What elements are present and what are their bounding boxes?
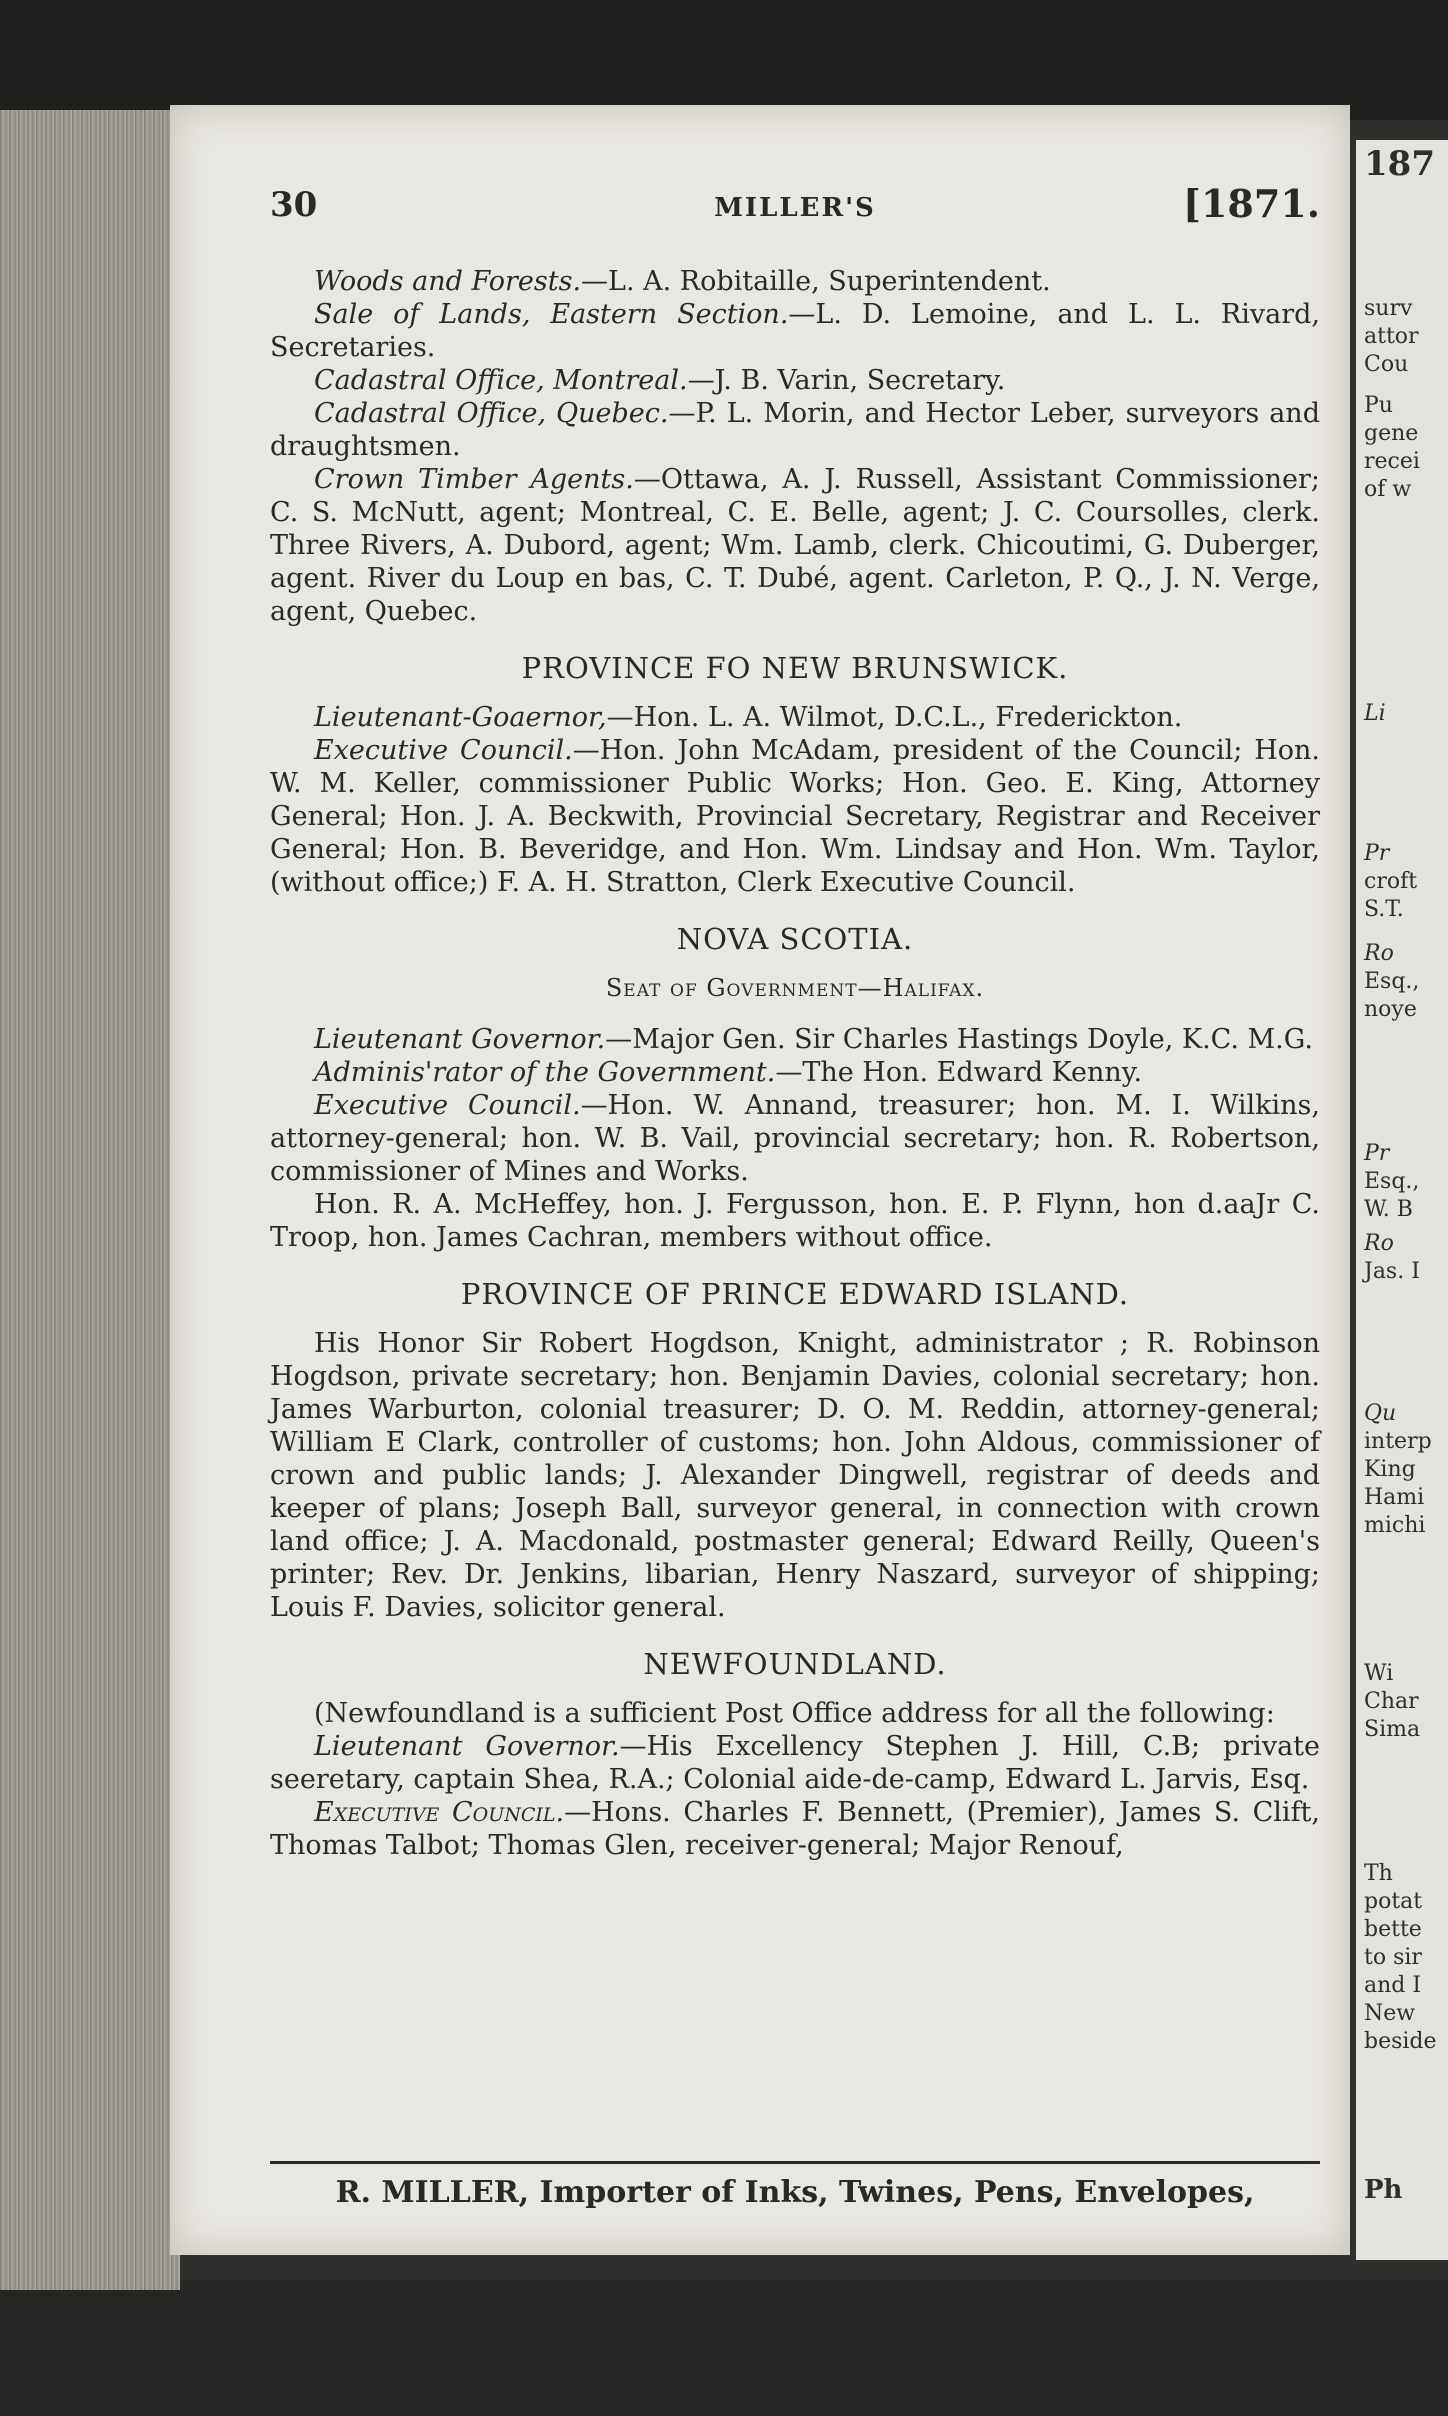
paragraph-text: Hon. R. A. McHeffey, hon. J. Fergusson, hon. E. P. Flynn, hon d.aaJr C. Troop, hon. James Cachran, members without office. <box>270 1189 1320 1253</box>
paragraph-text: —Ottawa, A. J. Russell, Assistant Commissioner; C. S. McNutt, agent; Montreal, C. E. Belle, agent; J. C. Coursolles, clerk. Three Rivers, A. Dubord, agent; Wm. Lamb, clerk. Chicoutimi, G. Duberger, agent. River du Loup en bas, C. T. Dubé, agent. Carleton, P. Q., J. N. Verge, agent, Quebec. <box>270 464 1320 627</box>
adjacent-fragment: Pr <box>1364 841 1390 866</box>
adjacent-fragment: Ph <box>1364 2175 1403 2205</box>
paragraph-lead: Executive Council. <box>314 1090 581 1121</box>
adjacent-fragment: Pu <box>1364 393 1393 418</box>
adjacent-fragment: potat <box>1364 1889 1423 1914</box>
paragraph-text: —Hon. L. A. Wilmot, D.C.L., Frederickton. <box>606 702 1183 733</box>
paragraph: His Honor Sir Robert Hogdson, Knight, administrator ; R. Robinson Hogdson, private secretary; hon. Benjamin Davies, colonial secretary; hon. James Warburton, colonial treasurer; D. O. M. Reddin, attorney-general; William E Clark, controller of customs; hon. John Aldous, commissioner of crown and public lands; J. Alexander Dingwell, registrar of deeds and keeper of plans; Joseph Ball, surveyor general, in connection with crown land office; J. A. Macdonald, postmaster general; Edward Reilly, Queen's printer; Rev. Dr. Jenkins, libarian, Henry Naszard, surveyor of shipping; Louis F. Davies, solicitor general. <box>270 1328 1320 1623</box>
paragraph-lead: Lieutenant-Goaernor, <box>314 702 607 733</box>
footer-rule <box>270 2161 1320 2164</box>
photo-backdrop-top <box>0 0 1448 120</box>
paragraph <box>270 701 1320 734</box>
adjacent-fragment: attor <box>1364 324 1419 349</box>
adjacent-fragment: Qu <box>1364 1401 1397 1426</box>
paragraph <box>270 298 1320 364</box>
page-number: 30 <box>270 185 318 225</box>
section-heading-nova-scotia: NOVA SCOTIA. <box>676 922 914 956</box>
paragraph <box>270 1056 1320 1089</box>
adjacent-fragment: to sir <box>1364 1945 1422 1970</box>
paragraph <box>270 1796 1320 1862</box>
section-subheading: Seat of Government—Halifax. <box>605 974 985 1002</box>
paragraph-lead: Crown Timber Agents. <box>314 464 634 495</box>
paragraph-text: —L. D. Lemoine, and L. L. Rivard, Secretaries. <box>270 299 1320 363</box>
adjacent-fragment: recei <box>1364 449 1420 474</box>
adjacent-fragment: of w <box>1364 477 1412 502</box>
paragraph <box>270 1730 1320 1796</box>
header-year: [1871. <box>1183 181 1320 226</box>
paragraph-lead: Lieutenant Governor. <box>314 1731 620 1762</box>
adjacent-fragment: gene <box>1364 421 1419 446</box>
adjacent-fragment: beside <box>1364 2029 1437 2054</box>
adjacent-fragment: King <box>1364 1457 1416 1482</box>
paragraph-lead: Cadastral Office, Quebec. <box>314 398 669 429</box>
page-header <box>270 175 1320 235</box>
paragraph-text: —His Excellency Stephen J. Hill, C.B; private seeretary, captain Shea, R.A.; Colonial aide-de-camp, Edward L. Jarvis, Esq. <box>270 1731 1321 1795</box>
book-page-edges <box>0 110 180 2290</box>
adjacent-fragment: Li <box>1364 701 1386 726</box>
paragraph-text: —Hon. W. Annand, treasurer; hon. M. I. Wilkins, attorney-general; hon. W. B. Vail, provincial secretary; hon. R. Robertson, commissioner of Mines and Works. <box>270 1090 1320 1187</box>
paragraph <box>270 463 1320 628</box>
adjacent-fragment: Cou <box>1364 352 1409 377</box>
paragraph-text: —Hon. John McAdam, president of the Council; Hon. W. M. Keller, commissioner Public Works; Hon. Geo. E. King, Attorney General; Hon. J. A. Beckwith, Provincial Secretary, Registrar and Receiver General; Hon. B. Beveridge, and Hon. Wm. Lindsay and Hon. Wm. Taylor, (without office;) F. A. H. Stratton, Clerk Executive Council. <box>270 735 1320 898</box>
adjacent-fragment: Esq., <box>1364 969 1420 994</box>
adjacent-fragment: surv <box>1364 296 1413 321</box>
adjacent-fragment: S.T. <box>1364 897 1404 922</box>
photo-backdrop-bottom <box>0 2280 1448 2416</box>
paragraph-text: —Major Gen. Sir Charles Hastings Doyle, K.C. M.G. <box>605 1024 1313 1055</box>
paragraph-lead: Woods and Forests. <box>314 266 582 297</box>
paragraph-text: —L. A. Robitaille, Superintendent. <box>581 266 1051 297</box>
running-title: MILLER'S <box>714 193 876 223</box>
adjacent-fragment: and I <box>1364 1973 1422 1998</box>
paragraph <box>270 364 1320 397</box>
adjacent-fragment: croft <box>1364 869 1418 894</box>
paragraph-text: —Hons. Charles F. Bennett, (Premier), James S. Clift, Thomas Talbot; Thomas Glen, receiver-general; Major Renouf, <box>270 1797 1320 1861</box>
adjacent-fragment: Ro <box>1364 941 1394 966</box>
paragraph-note: (Newfoundland is a sufficient Post Office address for all the following: <box>314 1698 1275 1729</box>
document-page <box>170 105 1350 2255</box>
section-heading-newfoundland: NEWFOUNDLAND. <box>643 1647 947 1681</box>
adjacent-fragment: Ro <box>1364 1231 1394 1256</box>
paragraph <box>270 265 1320 298</box>
paragraph-lead: Adminis'rator of the Government. <box>314 1057 776 1088</box>
adjacent-fragment: Wi <box>1364 1661 1394 1686</box>
paragraph-lead: Lieutenant Governor. <box>314 1024 606 1055</box>
adjacent-fragment: Hami <box>1364 1485 1425 1510</box>
paragraph-text: —The Hon. Edward Kenny. <box>775 1057 1143 1088</box>
paragraph <box>270 1188 1320 1254</box>
paragraph <box>270 734 1320 899</box>
paragraph <box>270 1089 1320 1188</box>
section-heading-pei: PROVINCE OF PRINCE EDWARD ISLAND. <box>460 1277 1130 1311</box>
adjacent-fragment: noye <box>1364 997 1417 1022</box>
adjacent-fragment: Pr <box>1364 1141 1390 1166</box>
page-body <box>270 265 1320 1862</box>
adjacent-fragment: New <box>1364 2001 1416 2026</box>
adjacent-fragment: W. B <box>1364 1197 1413 1222</box>
adjacent-fragment: 187 <box>1364 144 1435 184</box>
paragraph-text: —P. L. Morin, and Hector Leber, surveyors and draughtsmen. <box>270 398 1320 462</box>
paragraph <box>270 1023 1320 1056</box>
adjacent-fragment: bette <box>1364 1917 1422 1942</box>
adjacent-fragment: Jas. I <box>1364 1259 1420 1284</box>
paragraph-lead: Executive Council. <box>314 735 573 766</box>
page-footer-advert: R. MILLER, Importer of Inks, Twines, Pens, Envelopes, <box>335 2175 1255 2210</box>
paragraph-text: —J. B. Varin, Secretary. <box>687 365 1006 396</box>
paragraph-lead: Executive Council. <box>314 1797 565 1828</box>
paragraph-lead: Sale of Lands, Eastern Section. <box>314 299 789 330</box>
paragraph-lead: Cadastral Office, Montreal. <box>314 365 688 396</box>
paragraph <box>270 397 1320 463</box>
adjacent-fragment: Char <box>1364 1689 1419 1714</box>
adjacent-page-sliver <box>1356 140 1448 2260</box>
adjacent-fragment: Esq., <box>1364 1169 1420 1194</box>
adjacent-fragment: michi <box>1364 1513 1426 1538</box>
adjacent-fragment: Th <box>1364 1861 1393 1886</box>
adjacent-fragment: interp <box>1364 1429 1432 1454</box>
section-heading-new-brunswick: PROVINCE FO NEW BRUNSWICK. <box>521 651 1069 685</box>
adjacent-fragment: Sima <box>1364 1717 1421 1742</box>
